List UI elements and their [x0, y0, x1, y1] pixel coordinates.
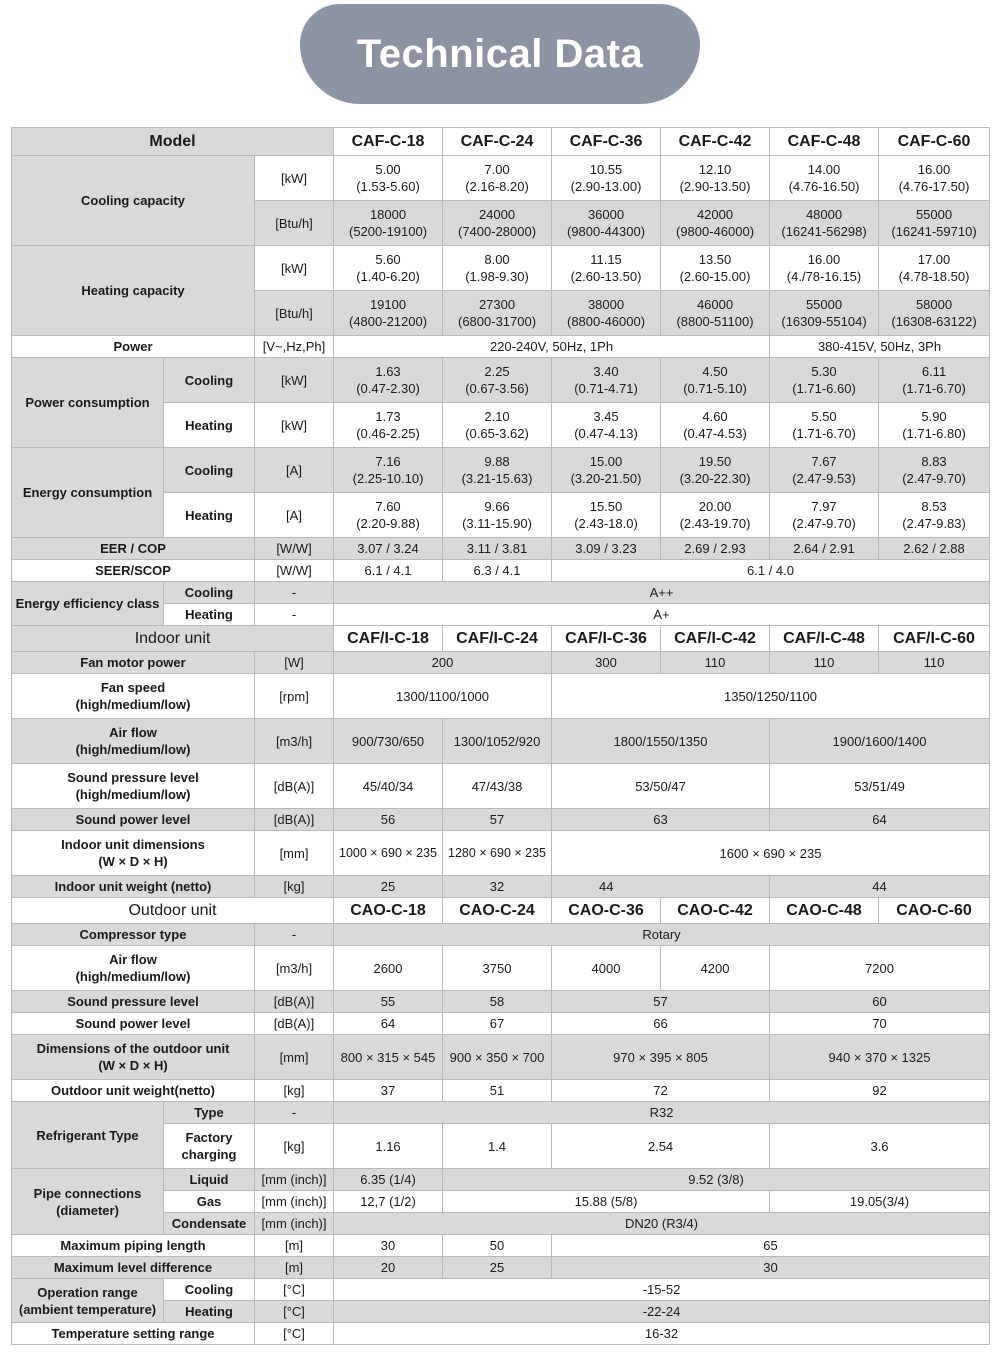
model-name: CAF-C-18: [334, 128, 443, 156]
value: 900 × 350 × 700: [443, 1035, 552, 1080]
value: 1000 × 690 × 235: [334, 831, 443, 876]
value: 1300/1052/920: [443, 719, 552, 764]
compressor-label: Compressor type: [12, 924, 255, 946]
value: 16.00 (4.76-17.50): [879, 156, 990, 201]
indoor-sound-power-row: [12, 809, 990, 831]
unit: [mm (inch)]: [255, 1213, 334, 1235]
charge-label: Factory charging: [164, 1124, 255, 1169]
value: 25: [443, 1257, 552, 1279]
value: 27300 (6800-31700): [443, 291, 552, 336]
value: 110: [879, 652, 990, 674]
temp-setting-label: Temperature setting range: [12, 1323, 255, 1345]
unit: [dB(A)]: [255, 991, 334, 1013]
heating-label: Heating: [164, 403, 255, 448]
model-name: CAO-C-24: [443, 898, 552, 924]
value: 7.16 (2.25-10.10): [334, 448, 443, 493]
value: 3.09 / 3.23: [552, 538, 661, 560]
unit: [m]: [255, 1235, 334, 1257]
value: A++: [334, 582, 990, 604]
fan-motor-label: Fan motor power: [12, 652, 255, 674]
value: 2.54: [552, 1124, 770, 1169]
level-difference-row: [12, 1257, 990, 1279]
power-label: Power: [12, 336, 255, 358]
value: 16.00 (4./78-16.15): [770, 246, 879, 291]
value: 14.00 (4.76-16.50): [770, 156, 879, 201]
value: 51: [443, 1080, 552, 1102]
value: 1800/1550/1350: [552, 719, 770, 764]
operation-range-cooling-row: [12, 1279, 990, 1301]
unit: [rpm]: [255, 674, 334, 719]
value: DN20 (R3/4): [334, 1213, 990, 1235]
value: 70: [770, 1013, 990, 1035]
value: 1350/1250/1100: [552, 674, 990, 719]
value: 53/50/47: [552, 764, 770, 809]
condensate-label: Condensate: [164, 1213, 255, 1235]
value: 55000 (16241-59710): [879, 201, 990, 246]
technical-data-table: [11, 127, 990, 1345]
unit: [W/W]: [255, 538, 334, 560]
seer-scop-row: [12, 560, 990, 582]
value: 46000 (8800-51100): [661, 291, 770, 336]
unit: [V~,Hz,Ph]: [255, 336, 334, 358]
model-name: CAF-C-42: [661, 128, 770, 156]
energy-class-label: Energy efficiency class: [12, 582, 164, 626]
indoor-sound-pressure-row: [12, 764, 990, 809]
value: 37: [334, 1080, 443, 1102]
value: 9.52 (3/8): [443, 1169, 990, 1191]
value: 42000 (9800-46000): [661, 201, 770, 246]
value: 300: [552, 652, 661, 674]
value: 50: [443, 1235, 552, 1257]
value: 6.35 (1/4): [334, 1169, 443, 1191]
unit: [kg]: [255, 1080, 334, 1102]
value: 19.50 (3.20-22.30): [661, 448, 770, 493]
model-name: CAO-C-60: [879, 898, 990, 924]
outdoor-sound-pressure-row: [12, 991, 990, 1013]
value: 5.50 (1.71-6.70): [770, 403, 879, 448]
fan-motor-row: [12, 652, 990, 674]
unit: [kW]: [255, 246, 334, 291]
model-name: CAF/I-C-36: [552, 626, 661, 652]
liquid-label: Liquid: [164, 1169, 255, 1191]
value: 2.10 (0.65-3.62): [443, 403, 552, 448]
refrigerant-label: Refrigerant Type: [12, 1102, 164, 1169]
unit: [mm]: [255, 831, 334, 876]
power-consumption-label: Power consumption: [12, 358, 164, 448]
sound-power-label: Sound power level: [12, 809, 255, 831]
unit: [°C]: [255, 1279, 334, 1301]
power-consumption-cooling-row: [12, 358, 990, 403]
value: -15-52: [334, 1279, 990, 1301]
model-name: CAO-C-42: [661, 898, 770, 924]
value: 1.16: [334, 1124, 443, 1169]
value: 67: [443, 1013, 552, 1035]
value: 63: [552, 809, 770, 831]
value: 47/43/38: [443, 764, 552, 809]
heating-label: Heating: [164, 493, 255, 538]
value: 800 × 315 × 545: [334, 1035, 443, 1080]
fan-speed-row: [12, 674, 990, 719]
eer-cop-row: [12, 538, 990, 560]
value: 55: [334, 991, 443, 1013]
type-label: Type: [164, 1102, 255, 1124]
value: 64: [770, 809, 990, 831]
refrigerant-type-row: [12, 1102, 990, 1124]
value: A+: [334, 604, 990, 626]
value: 19100 (4800-21200): [334, 291, 443, 336]
value: 900/730/650: [334, 719, 443, 764]
value: 7.67 (2.47-9.53): [770, 448, 879, 493]
unit: [kW]: [255, 403, 334, 448]
outdoor-dimensions-row: [12, 1035, 990, 1080]
value: 57: [552, 991, 770, 1013]
value: 5.60 (1.40-6.20): [334, 246, 443, 291]
outdoor-unit-label: Outdoor unit: [12, 898, 334, 924]
air-flow-label: Air flow (high/medium/low): [12, 719, 255, 764]
value: 7.60 (2.20-9.88): [334, 493, 443, 538]
unit: [A]: [255, 493, 334, 538]
value: 58: [443, 991, 552, 1013]
outdoor-air-flow-row: [12, 946, 990, 991]
value: 66: [552, 1013, 770, 1035]
value: 38000 (8800-46000): [552, 291, 661, 336]
value: 24000 (7400-28000): [443, 201, 552, 246]
model-name: CAO-C-36: [552, 898, 661, 924]
value: 3.11 / 3.81: [443, 538, 552, 560]
heating-label: Heating: [164, 1301, 255, 1323]
level-difference-label: Maximum level difference: [12, 1257, 255, 1279]
value: 6.11 (1.71-6.70): [879, 358, 990, 403]
model-name: CAO-C-48: [770, 898, 879, 924]
unit: [dB(A)]: [255, 1013, 334, 1035]
value: 56: [334, 809, 443, 831]
value: 3.6: [770, 1124, 990, 1169]
model-name: CAF/I-C-48: [770, 626, 879, 652]
heating-label: Heating: [164, 604, 255, 626]
piping-length-row: [12, 1235, 990, 1257]
value: 1.63 (0.47-2.30): [334, 358, 443, 403]
cooling-label: Cooling: [164, 448, 255, 493]
indoor-weight-label: Indoor unit weight (netto): [12, 876, 255, 898]
seer-scop-label: SEER/SCOP: [12, 560, 255, 582]
cooling-label: Cooling: [164, 582, 255, 604]
value: 8.00 (1.98-9.30): [443, 246, 552, 291]
value: 20: [334, 1257, 443, 1279]
value: 110: [770, 652, 879, 674]
value: -22-24: [334, 1301, 990, 1323]
value: 110: [661, 652, 770, 674]
unit: -: [255, 582, 334, 604]
value: 12,7 (1/2): [334, 1191, 443, 1213]
value: 2600: [334, 946, 443, 991]
unit: [mm (inch)]: [255, 1169, 334, 1191]
operation-range-label: Operation range (ambient temperature): [12, 1279, 164, 1323]
model-name: CAF/I-C-42: [661, 626, 770, 652]
value: 970 × 395 × 805: [552, 1035, 770, 1080]
value: 30: [552, 1257, 990, 1279]
value: 8.53 (2.47-9.83): [879, 493, 990, 538]
value: 2.69 / 2.93: [661, 538, 770, 560]
value: 3.40 (0.71-4.71): [552, 358, 661, 403]
air-flow-label: Air flow (high/medium/low): [12, 946, 255, 991]
value: 6.1 / 4.1: [334, 560, 443, 582]
heating-capacity-kw-row: [12, 246, 990, 291]
indoor-dimensions-label: Indoor unit dimensions (W × D × H): [12, 831, 255, 876]
value: 32: [443, 876, 552, 898]
value: 2.25 (0.67-3.56): [443, 358, 552, 403]
value: 4.50 (0.71-5.10): [661, 358, 770, 403]
unit: [kg]: [255, 876, 334, 898]
unit: [dB(A)]: [255, 809, 334, 831]
unit: [m]: [255, 1257, 334, 1279]
model-name: CAF/I-C-24: [443, 626, 552, 652]
value: 4000: [552, 946, 661, 991]
model-name: CAF-C-60: [879, 128, 990, 156]
fan-speed-label: Fan speed (high/medium/low): [12, 674, 255, 719]
value: 1900/1600/1400: [770, 719, 990, 764]
unit: [W/W]: [255, 560, 334, 582]
sound-pressure-label: Sound pressure level: [12, 991, 255, 1013]
value: Rotary: [334, 924, 990, 946]
model-name: CAO-C-18: [334, 898, 443, 924]
cooling-capacity-kw-row: [12, 156, 990, 201]
value: 3.45 (0.47-4.13): [552, 403, 661, 448]
value: 15.00 (3.20-21.50): [552, 448, 661, 493]
value: 4200: [661, 946, 770, 991]
outdoor-weight-row: [12, 1080, 990, 1102]
value: 13.50 (2.60-15.00): [661, 246, 770, 291]
value: 1280 × 690 × 235: [443, 831, 552, 876]
value: 44: [770, 876, 990, 898]
unit: -: [255, 924, 334, 946]
value: 58000 (16308-63122): [879, 291, 990, 336]
value: 1.4: [443, 1124, 552, 1169]
value: 9.66 (3.11-15.90): [443, 493, 552, 538]
value: 2.62 / 2.88: [879, 538, 990, 560]
unit: [mm]: [255, 1035, 334, 1080]
value: 64: [334, 1013, 443, 1035]
indoor-unit-label: Indoor unit: [12, 626, 334, 652]
value: 60: [770, 991, 990, 1013]
unit: -: [255, 1102, 334, 1124]
value: 380-415V, 50Hz, 3Ph: [770, 336, 990, 358]
unit: [m3/h]: [255, 946, 334, 991]
energy-class-cooling-row: [12, 582, 990, 604]
value: 20.00 (2.43-19.70): [661, 493, 770, 538]
value: 940 × 370 × 1325: [770, 1035, 990, 1080]
outdoor-dimensions-label: Dimensions of the outdoor unit (W × D × H): [12, 1035, 255, 1080]
unit: [°C]: [255, 1323, 334, 1345]
indoor-dimensions-row: [12, 831, 990, 876]
value: 19.05(3/4): [770, 1191, 990, 1213]
value: 4.60 (0.47-4.53): [661, 403, 770, 448]
compressor-row: [12, 924, 990, 946]
page-title: Technical Data: [356, 31, 644, 76]
value: 44: [552, 876, 770, 898]
value: 8.83 (2.47-9.70): [879, 448, 990, 493]
pipe-connections-label: Pipe connections (diameter): [12, 1169, 164, 1235]
power-row: [12, 336, 990, 358]
unit: [A]: [255, 448, 334, 493]
value: 15.88 (5/8): [443, 1191, 770, 1213]
unit: [Btu/h]: [255, 201, 334, 246]
value: 11.15 (2.60-13.50): [552, 246, 661, 291]
value: 220-240V, 50Hz, 1Ph: [334, 336, 770, 358]
cooling-label: Cooling: [164, 1279, 255, 1301]
value: 48000 (16241-56298): [770, 201, 879, 246]
value: 1600 × 690 × 235: [552, 831, 990, 876]
indoor-air-flow-row: [12, 719, 990, 764]
value: 72: [552, 1080, 770, 1102]
value: 200: [334, 652, 552, 674]
value: 6.1 / 4.0: [552, 560, 990, 582]
model-name: CAF-C-24: [443, 128, 552, 156]
outdoor-weight-label: Outdoor unit weight(netto): [12, 1080, 255, 1102]
model-name: CAF-C-48: [770, 128, 879, 156]
value: 17.00 (4.78-18.50): [879, 246, 990, 291]
value: 45/40/34: [334, 764, 443, 809]
model-label: Model: [12, 128, 334, 156]
value: 25: [334, 876, 443, 898]
temp-setting-row: [12, 1323, 990, 1345]
unit: [Btu/h]: [255, 291, 334, 336]
energy-consumption-label: Energy consumption: [12, 448, 164, 538]
value: 1.73 (0.46-2.25): [334, 403, 443, 448]
model-header-row: [12, 128, 990, 156]
title-banner: [300, 4, 700, 104]
unit: [°C]: [255, 1301, 334, 1323]
value: 92: [770, 1080, 990, 1102]
value: 36000 (9800-44300): [552, 201, 661, 246]
cooling-label: Cooling: [164, 358, 255, 403]
model-name: CAF/I-C-18: [334, 626, 443, 652]
piping-length-label: Maximum piping length: [12, 1235, 255, 1257]
value: 18000 (5200-19100): [334, 201, 443, 246]
sound-pressure-label: Sound pressure level (high/medium/low): [12, 764, 255, 809]
value: R32: [334, 1102, 990, 1124]
sound-power-label: Sound power level: [12, 1013, 255, 1035]
value: 7.00 (2.16-8.20): [443, 156, 552, 201]
value: 12.10 (2.90-13.50): [661, 156, 770, 201]
unit: [m3/h]: [255, 719, 334, 764]
unit: [kW]: [255, 358, 334, 403]
unit: [mm (inch)]: [255, 1191, 334, 1213]
indoor-header-row: [12, 626, 990, 652]
value: 9.88 (3.21-15.63): [443, 448, 552, 493]
value: 5.30 (1.71-6.60): [770, 358, 879, 403]
value: 15.50 (2.43-18.0): [552, 493, 661, 538]
value: 57: [443, 809, 552, 831]
gas-label: Gas: [164, 1191, 255, 1213]
value: 1300/1100/1000: [334, 674, 552, 719]
value: 2.64 / 2.91: [770, 538, 879, 560]
value: 6.3 / 4.1: [443, 560, 552, 582]
eer-cop-label: EER / COP: [12, 538, 255, 560]
unit: -: [255, 604, 334, 626]
outdoor-header-row: [12, 898, 990, 924]
pipe-liquid-row: [12, 1169, 990, 1191]
indoor-weight-row: [12, 876, 990, 898]
unit: [dB(A)]: [255, 764, 334, 809]
value: 55000 (16309-55104): [770, 291, 879, 336]
value: 3750: [443, 946, 552, 991]
value: 5.00 (1.53-5.60): [334, 156, 443, 201]
value: 7200: [770, 946, 990, 991]
model-name: CAF-C-36: [552, 128, 661, 156]
value: 5.90 (1.71-6.80): [879, 403, 990, 448]
unit: [W]: [255, 652, 334, 674]
value: 10.55 (2.90-13.00): [552, 156, 661, 201]
cooling-capacity-label: Cooling capacity: [12, 156, 255, 246]
outdoor-sound-power-row: [12, 1013, 990, 1035]
value: 53/51/49: [770, 764, 990, 809]
model-name: CAF/I-C-60: [879, 626, 990, 652]
unit: [kW]: [255, 156, 334, 201]
value: 3.07 / 3.24: [334, 538, 443, 560]
energy-consumption-cooling-row: [12, 448, 990, 493]
value: 7.97 (2.47-9.70): [770, 493, 879, 538]
value: 16-32: [334, 1323, 990, 1345]
value: 65: [552, 1235, 990, 1257]
unit: [kg]: [255, 1124, 334, 1169]
heating-capacity-label: Heating capacity: [12, 246, 255, 336]
value: 30: [334, 1235, 443, 1257]
